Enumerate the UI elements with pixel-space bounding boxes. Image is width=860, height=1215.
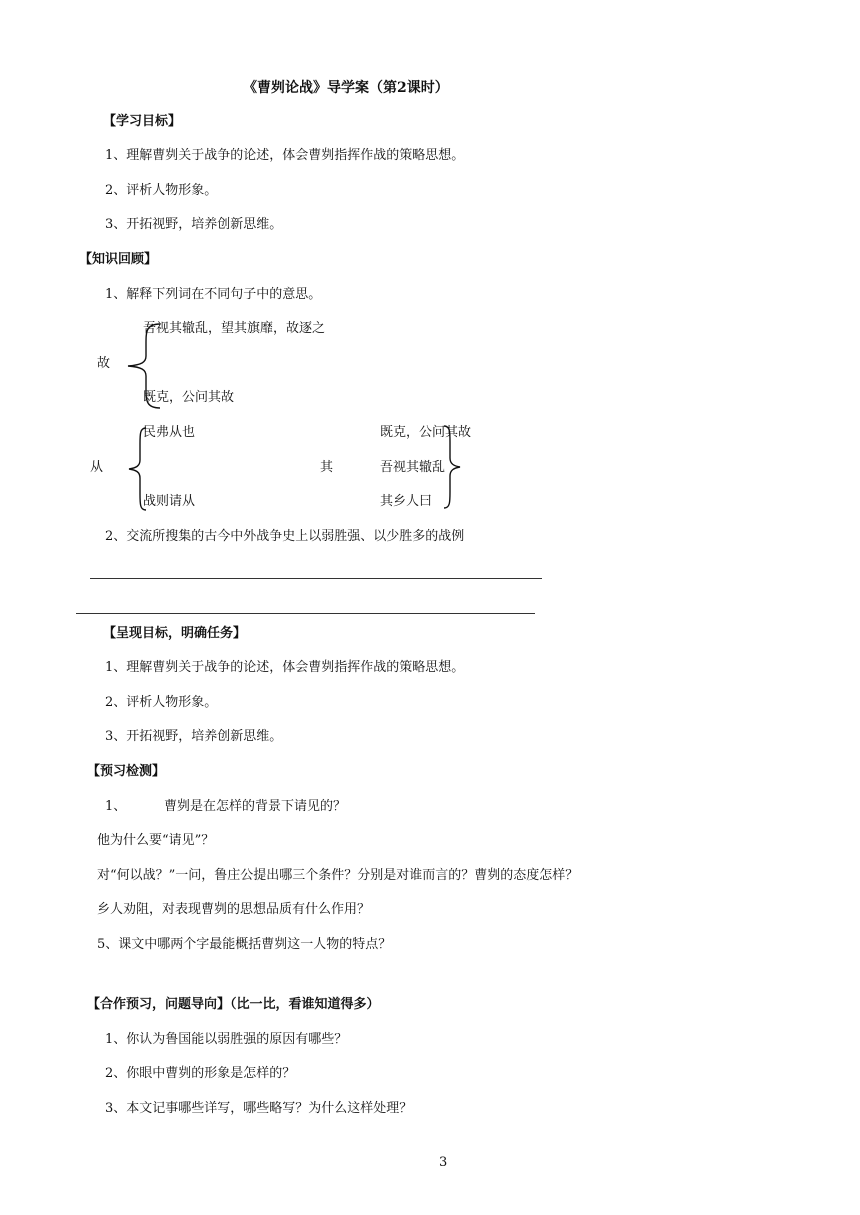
present-heading: 【呈现目标，明确任务】 <box>103 626 247 641</box>
objective-item: 1、理解曹刿关于战争的论述，体会曹刿指挥作战的策略思想。 <box>105 148 465 163</box>
coop-item: 3、本文记事哪些详写，哪些略写？为什么这样处理？ <box>105 1101 413 1116</box>
qi-brace-icon <box>440 424 464 512</box>
preview-q5: 5、课文中哪两个字最能概括曹刿这一人物的特点？ <box>97 937 392 952</box>
coop-heading: 【合作预习，问题导向】（比一比，看谁知道得多） <box>87 997 380 1012</box>
preview-q4: 乡人劝阻，对表现曹刿的思想品质有什么作用？ <box>97 902 371 917</box>
page-number: 3 <box>439 1155 448 1170</box>
preview-q1-number: 1、 <box>105 799 127 814</box>
cong-sentence-1: 民弗从也 <box>143 425 196 440</box>
answer-line <box>76 613 535 614</box>
review-heading: 【知识回顾】 <box>79 252 158 267</box>
gu-sentence-1: 吾视其辙乱，望其旗靡，故逐之 <box>143 321 326 336</box>
preview-q3: 对“何以战？”一问，鲁庄公提出哪三个条件？分别是对谁而言的？曹刿的态度怎样？ <box>97 868 579 883</box>
qi-sentence-1: 既克，公问其故 <box>380 425 472 440</box>
preview-heading: 【预习检测】 <box>87 764 166 779</box>
objective-item: 2、评析人物形象。 <box>105 183 218 198</box>
preview-q2: 他为什么要“请见”？ <box>97 833 215 848</box>
present-item: 3、开拓视野，培养创新思维。 <box>105 729 283 744</box>
present-item: 1、理解曹刿关于战争的论述，体会曹刿指挥作战的策略思想。 <box>105 660 465 675</box>
coop-item: 1、你认为鲁国能以弱胜强的原因有哪些？ <box>105 1032 348 1047</box>
gu-word: 故 <box>97 356 111 371</box>
answer-line <box>90 578 542 579</box>
objective-item: 3、开拓视野，培养创新思维。 <box>105 217 283 232</box>
qi-sentence-2: 吾视其辙乱 <box>380 460 446 475</box>
objectives-heading: 【学习目标】 <box>103 114 182 129</box>
page-title: 《曹刿论战》导学案（第2课时） <box>243 80 449 96</box>
qi-sentence-3: 其乡人曰 <box>380 494 433 509</box>
qi-word: 其 <box>320 460 334 475</box>
review-question-2: 2、交流所搜集的古今中外战争史上以弱胜强、以少胜多的战例 <box>105 529 465 544</box>
cong-sentence-2: 战则请从 <box>143 494 196 509</box>
gu-sentence-2: 既克，公问其故 <box>143 390 235 405</box>
cong-word: 从 <box>90 460 104 475</box>
review-question-1: 1、解释下列词在不同句子中的意思。 <box>105 287 322 302</box>
preview-q1: 曹刿是在怎样的背景下请见的？ <box>164 799 347 814</box>
coop-item: 2、你眼中曹刿的形象是怎样的？ <box>105 1066 296 1081</box>
present-item: 2、评析人物形象。 <box>105 695 218 710</box>
